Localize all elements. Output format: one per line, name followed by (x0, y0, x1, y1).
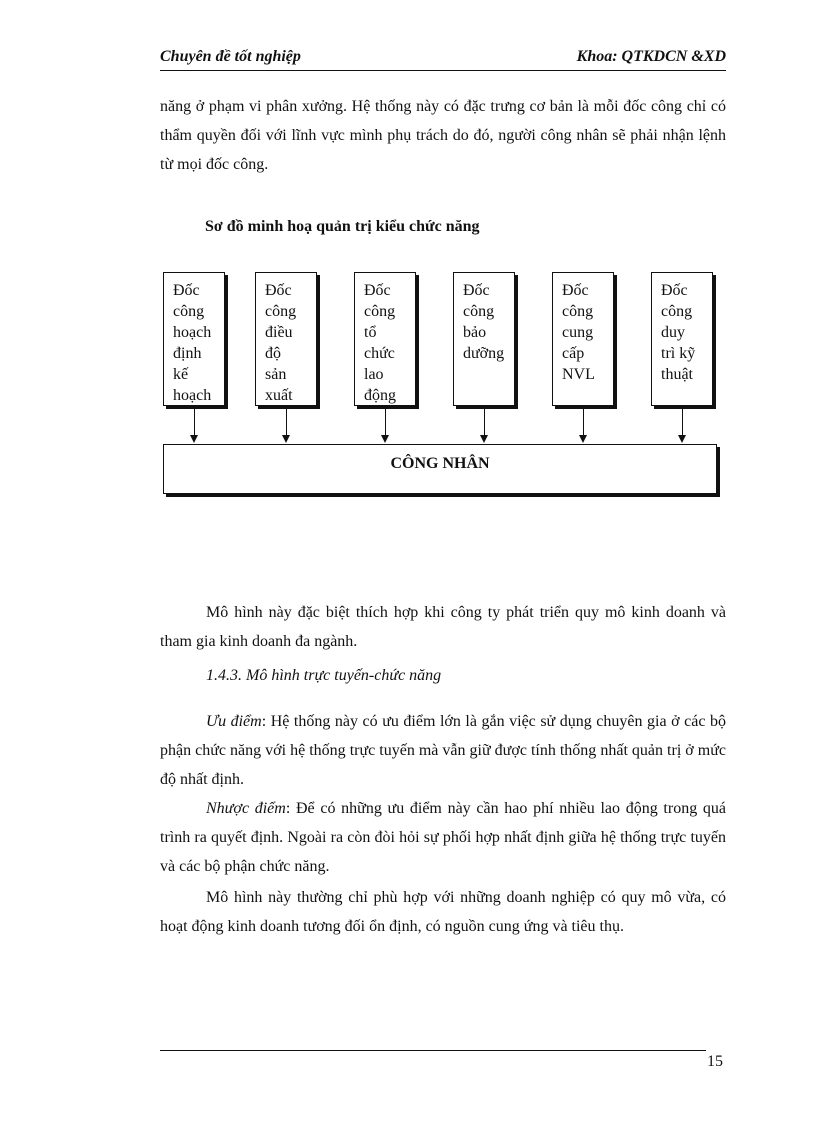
paragraph-suitability: Mô hình này đặc biệt thích hợp khi công ty phát triển quy mô kinh doanh và tham gia kinh doanh đa ngành. (160, 604, 726, 650)
box-labor-foreman: Đốc công tổ chức lao động (354, 272, 416, 406)
diagram-title: Sơ đồ minh hoạ quản trị kiểu chức năng (205, 218, 480, 235)
section-heading: 1.4.3. Mô hình trực tuyến-chức năng (206, 667, 442, 684)
paragraph-disadvantage (160, 794, 726, 881)
box-planning-foreman: Đốc công hoạch định kế hoạch (163, 272, 225, 406)
arrow-down-icon (484, 408, 485, 436)
arrow-down-icon (194, 408, 195, 436)
box-worker: CÔNG NHÂN (163, 444, 717, 494)
header-right: Khoa: QTKDCN &XD (576, 48, 726, 65)
box-maintenance-foreman: Đốc công bảo dưỡng (453, 272, 515, 406)
arrow-down-icon (682, 408, 683, 436)
page-header (160, 48, 726, 71)
box-technical-foreman: Đốc công duy trì kỹ thuật (651, 272, 713, 406)
arrow-down-icon (385, 408, 386, 436)
disadvantage-text: : Để có những ưu điểm này cần hao phí nhiều lao động trong quá trình ra quyết định. Ngoài ra còn đòi hỏi sự phối hợp nhất định giữa hệ thống trực tuyến và các bộ phận chức năng. (160, 800, 727, 875)
header-left: Chuyên đề tốt nghiệp (160, 48, 301, 65)
paragraph-intro: năng ở phạm vi phân xưởng. Hệ thống này có đặc trưng cơ bản là mỗi đốc công chỉ có thẩm quyền đối với lĩnh vực mình phụ trách do đó, người công nhân sẽ phải nhận lệnh từ mọi đốc công. (160, 98, 726, 173)
advantage-label: Ưu điểm (206, 713, 262, 730)
box-supply-foreman: Đốc công cung cấp NVL (552, 272, 614, 406)
disadvantage-label: Nhược điểm (206, 800, 286, 817)
page-number: 15 (707, 1053, 723, 1070)
arrow-down-icon (583, 408, 584, 436)
box-scheduling-foreman: Đốc công điều độ sản xuất (255, 272, 317, 406)
arrow-down-icon (286, 408, 287, 436)
footer-divider (160, 1050, 706, 1051)
paragraph-conclusion: Mô hình này thường chỉ phù hợp với những doanh nghiệp có quy mô vừa, có hoạt động kinh doanh tương đối ổn định, có nguồn cung ứng và tiêu thụ. (160, 889, 726, 935)
paragraph-advantage (160, 707, 726, 794)
advantage-text: : Hệ thống này có ưu điểm lớn là gắn việc sử dụng chuyên gia ở các bộ phận chức năng với hệ thống trực tuyến mà vẫn giữ được tính thống nhất quản trị ở mức độ nhất định. (160, 713, 727, 788)
